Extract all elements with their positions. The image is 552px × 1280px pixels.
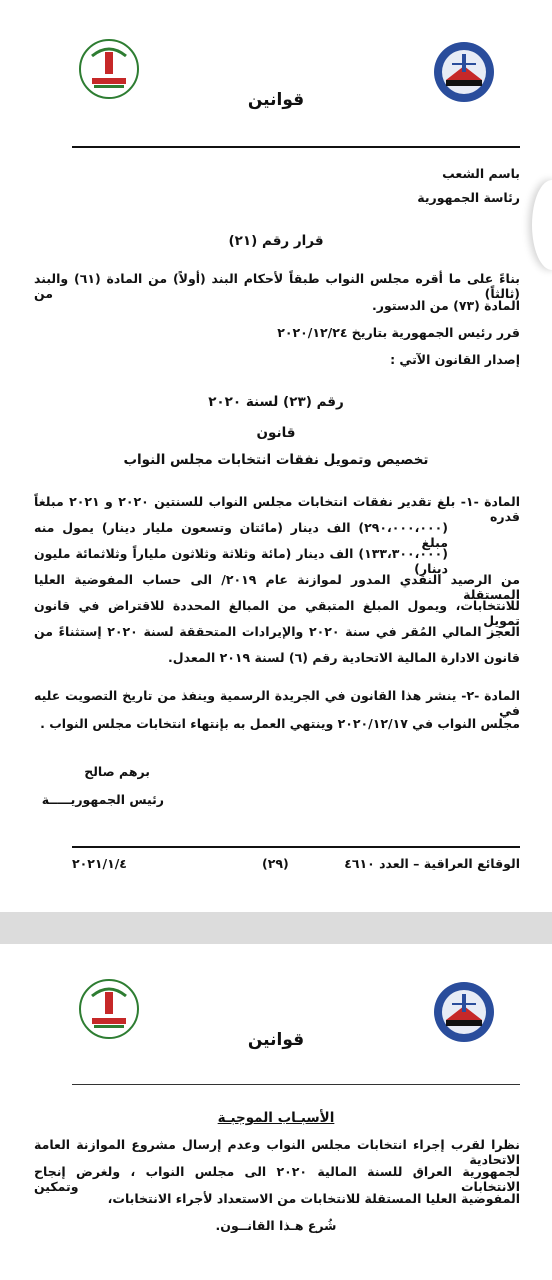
- article-2-line-2: مجلس النواب في ٢٠٢٠/١٢/١٧ وينتهي العمل به بإنتهاء انتخابات مجلس النواب .: [40, 716, 520, 731]
- law-title: تخصيص وتمويل نفقات انتخابات مجلس النواب: [123, 452, 429, 468]
- signer-name: برهم صالح: [84, 764, 150, 779]
- law-number: رقم (٢٣) لسنة ٢٠٢٠: [208, 394, 344, 410]
- preamble-line-1: بناءً على ما أقره مجلس النواب طبقاً لأحكام البند (أولاً) من المادة (٦١) والبند (ثالثاً) من: [34, 271, 520, 301]
- preamble-line-2: المادة (٧٣) من الدستور.: [372, 298, 520, 313]
- footer-divider: [72, 846, 520, 848]
- header-divider: [72, 1084, 520, 1085]
- in-the-name-of-the-people: باسم الشعب: [442, 166, 520, 181]
- signer-title: رئيس الجمهوريـــــة: [41, 792, 164, 807]
- president-decided-date: قرر رئيس الجمهورية بتاريخ ٢٠٢٠/١٢/٢٤: [277, 325, 520, 340]
- article-1-line-2: (٢٩٠،٠٠٠،٠٠٠) الف دينار (مائتان وتسعون مليار دينار) يمول منه مبلغ: [34, 520, 448, 550]
- footer-date: ٢٠٢١/١/٤: [72, 856, 127, 871]
- page-curl-shadow: [532, 180, 552, 270]
- reasons-line-2: لجمهورية العراق للسنة المالية ٢٠٢٠ الى مجلس النواب ، ولغرض إنجاح الانتخابات وتمكين: [34, 1164, 520, 1194]
- article-1-line-6: العجز المالي المُقر في سنة ٢٠٢٠ والإيرادات المتحققة لسنة ٢٠٢٠ إستثناءً من: [34, 624, 520, 639]
- article-1-line-3: (١٣٣،٣٠٠،٠٠٠) الف دينار (مائة وثلاثة وثلاثون ملياراً وثلاثمائة مليون دينار): [34, 546, 448, 576]
- section-title: قوانين: [247, 90, 305, 110]
- reasons-line-1: نظرا لقرب إجراء انتخابات مجلس النواب وعدم إرسال مشروع الموازنة العامة الاتحادية: [34, 1137, 520, 1167]
- reasons-line-4: شُرع هـذا القانــون.: [215, 1218, 337, 1233]
- document-page-2: [0, 944, 552, 1280]
- article-1-line-1: المادة -١- بلغ تقدير نفقات انتخابات مجلس النواب للسنتين ٢٠٢٠ و ٢٠٢١ مبلغاً قدره: [34, 494, 521, 524]
- reasons-title: الأسبـاب الموجبـة: [217, 1110, 335, 1126]
- article-1-line-4: من الرصيد النقدي المدور لموازنة عام ٢٠١٩/ الى حساب المفوضية العليا المستقلة: [34, 572, 520, 602]
- footer-page-number: (٢٩): [262, 856, 289, 871]
- article-1-line-5: للانتخابات، ويمول المبلغ المتبقي من المبالغ المحددة للاقتراض في قانون تمويل: [34, 598, 520, 628]
- reasons-line-3: المفوضية العليا المستقلة للانتخابات من الاستعداد لأجراء الانتخابات،: [107, 1191, 520, 1206]
- presidency-label: رئاسة الجمهورية: [417, 190, 520, 205]
- decision-number: قرار رقم (٢١): [228, 233, 324, 249]
- header-divider: [72, 146, 520, 148]
- section-title: قوانين: [247, 1030, 305, 1050]
- issuance-clause: إصدار القانون الآتي :: [390, 352, 520, 367]
- law-label: قانون: [256, 425, 296, 441]
- article-1-line-7: قانون الادارة المالية الاتحادية رقم (٦) لسنة ٢٠١٩ المعدل.: [168, 650, 520, 665]
- article-2-line-1: المادة -٢- ينشر هذا القانون في الجريدة الرسمية وينفذ من تاريخ التصويت عليه في: [34, 688, 520, 718]
- footer-gazette-issue: الوقائع العراقية – العدد ٤٦١٠: [344, 856, 520, 871]
